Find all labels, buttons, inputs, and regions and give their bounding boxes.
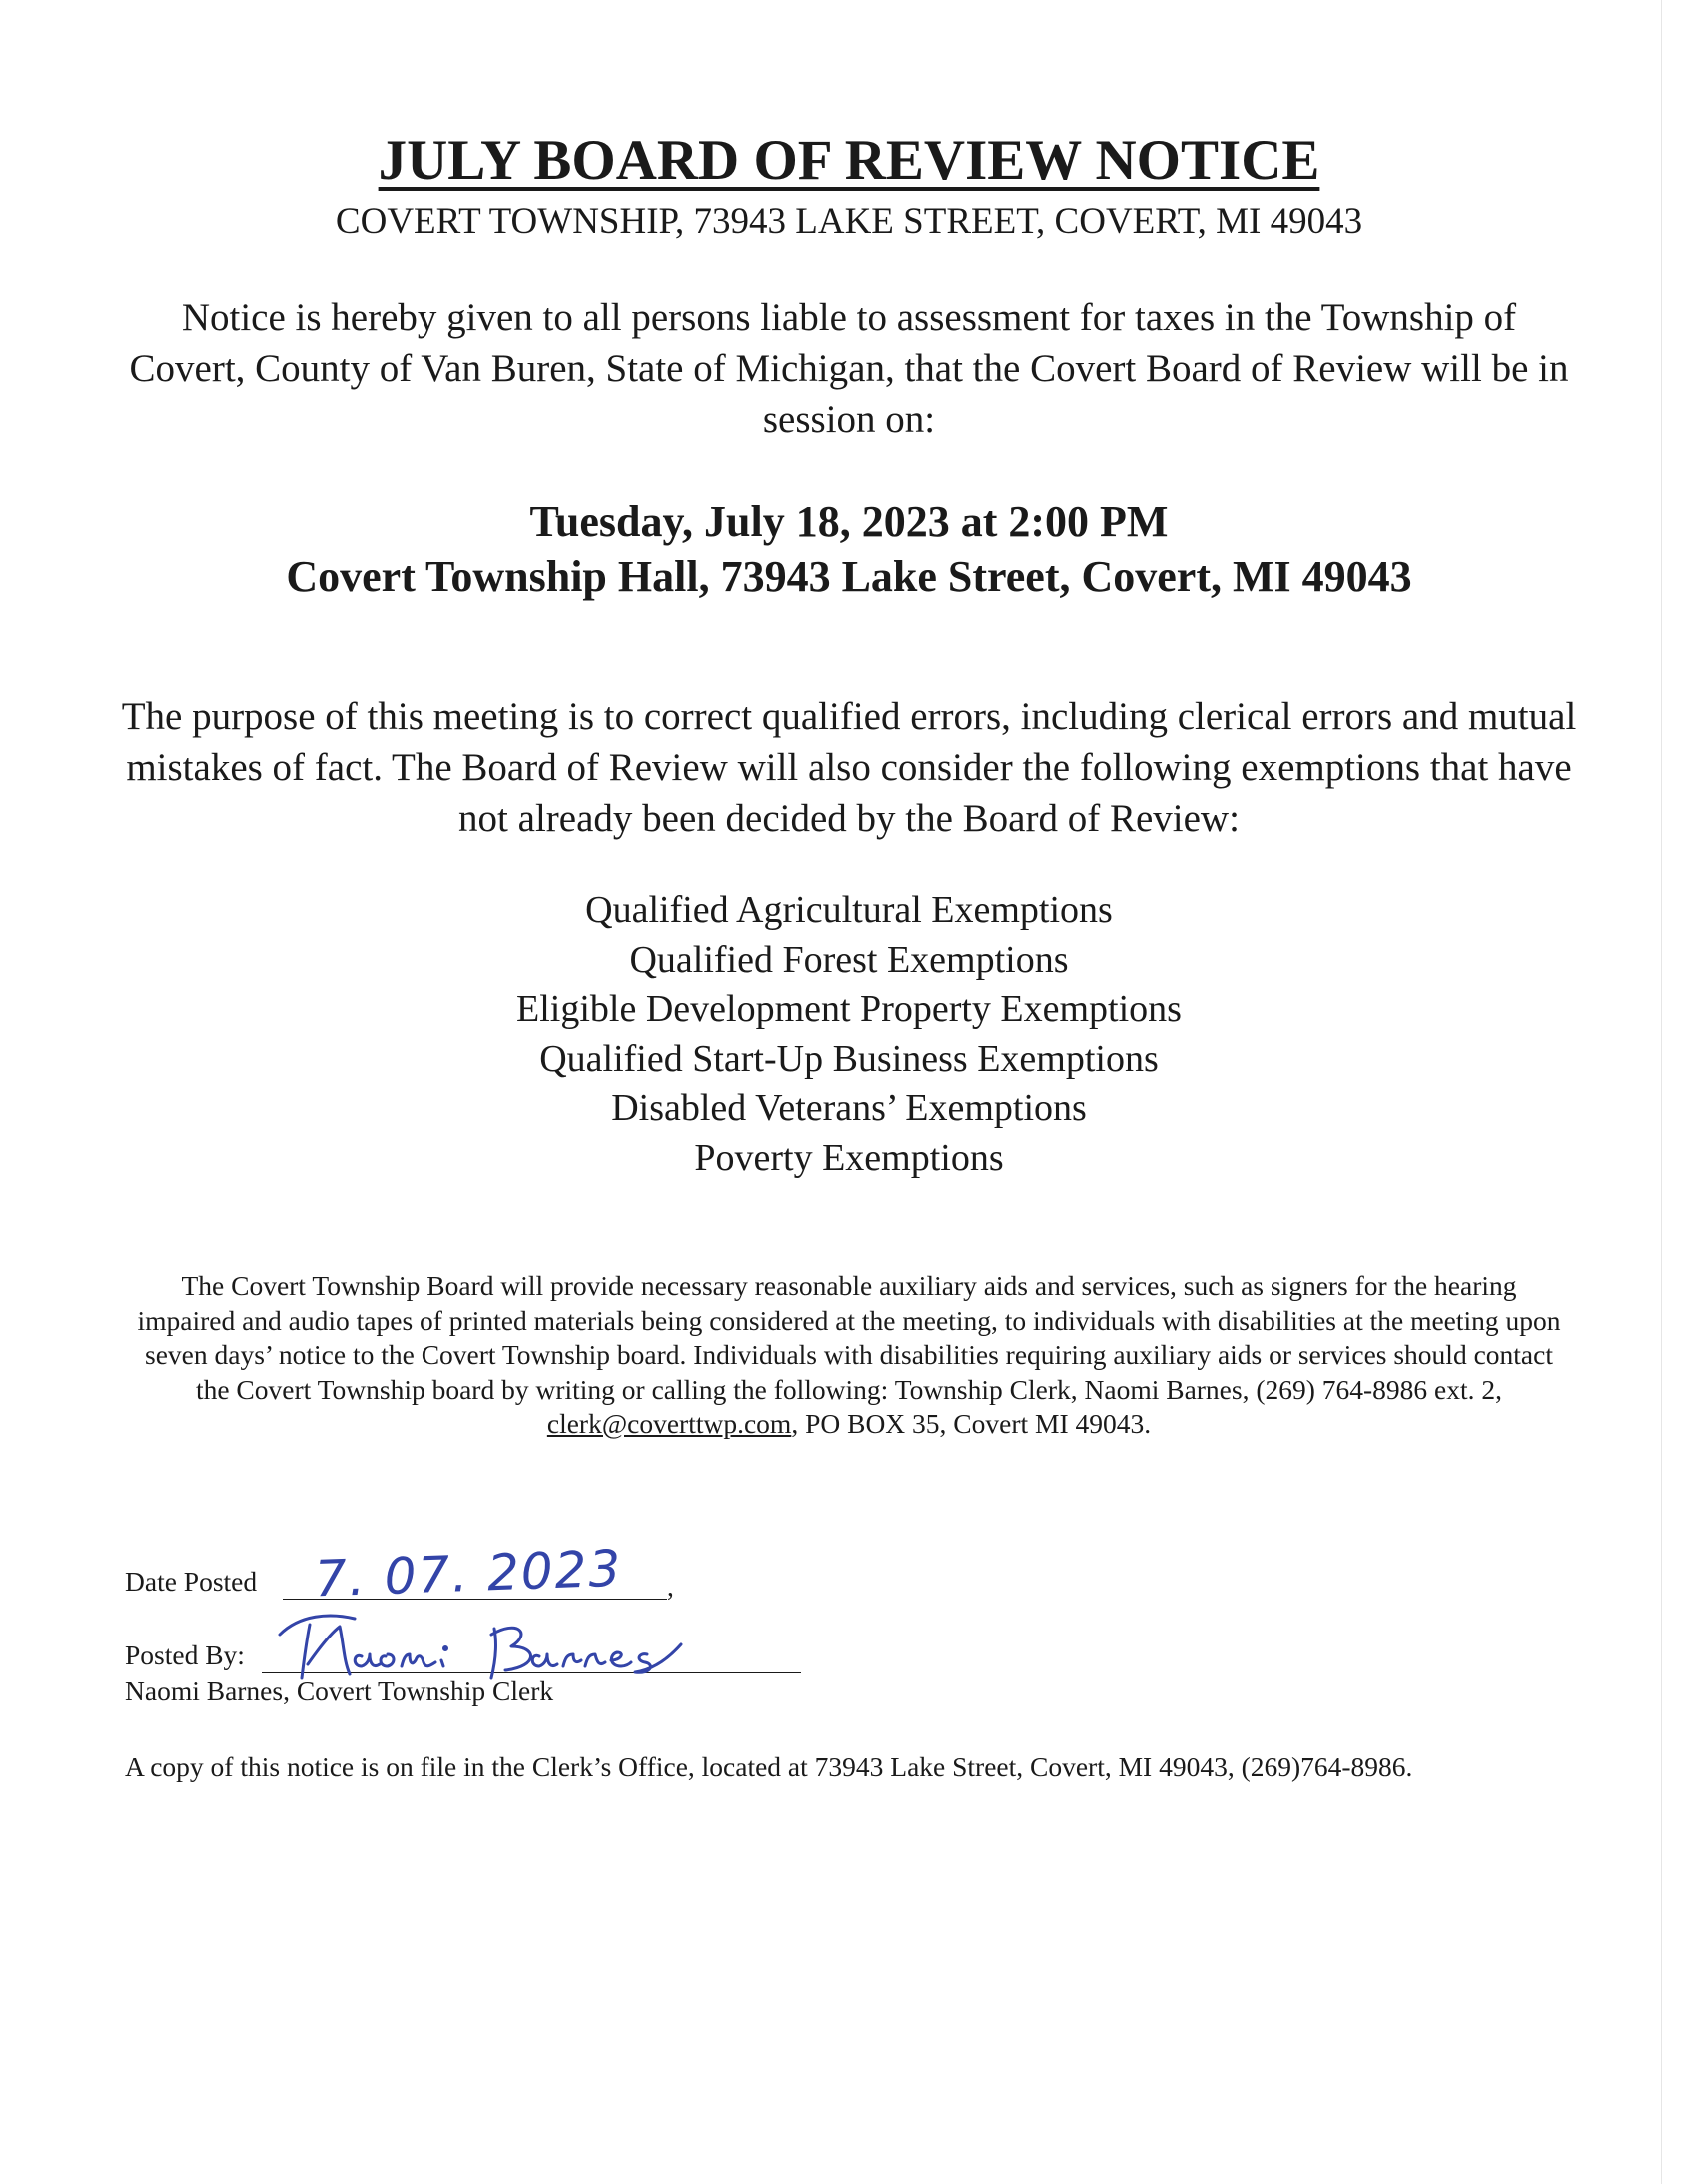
posted-by-label: Posted By:: [125, 1639, 245, 1670]
exemption-item: Qualified Agricultural Exemptions: [585, 889, 1113, 931]
handwritten-signature: [270, 1605, 689, 1684]
exemption-item: Qualified Forest Exemptions: [629, 938, 1069, 981]
copy-on-file-note: A copy of this notice is on file in the Clerk’s Office, located at 73943 Lake Street, Covert, MI 49043, (269)764-8986.: [125, 1751, 1413, 1782]
exemption-item: Eligible Development Property Exemptions: [516, 988, 1182, 1030]
session-place: Covert Township Hall, 73943 Lake Street, Covert, MI 49043: [286, 552, 1412, 601]
township-address: COVERT TOWNSHIP, 73943 LAKE STREET, COVERT, MI 49043: [335, 201, 1363, 242]
intro-paragraph: Notice is hereby given to all persons liable to assessment for taxes in the Township of Covert, County of Van Buren, State of Michigan, that the Covert Board of Review will be in session on:: [129, 296, 1569, 441]
accessibility-paragraph: [130, 1269, 1568, 1442]
handwritten-date: 7. 07. 2023: [314, 1539, 624, 1609]
exemption-item: Poverty Exemptions: [694, 1136, 1004, 1179]
exemptions-list: [0, 886, 1698, 1183]
date-comma: ,: [667, 1571, 674, 1602]
purpose-paragraph: The purpose of this meeting is to correct qualified errors, including clerical errors and mutual mistakes of fact. The Board of Review will also consider the following exemptions that have not already been decided by the Board of Review:: [121, 695, 1577, 840]
accessibility-text: The Covert Township Board will provide necessary reasonable auxiliary aids and services, such as signers for the hearing impaired and audio tapes of printed materials being considered at the meeting, to individuals with disabilities at the meeting upon seven days’ notice to the Covert Township board. Individuals with disabilities requiring auxiliary aids or services should contact the Covert Township board by writing or calling the following: Township Clerk, Naomi Barnes, (269) 764-8986 ext. 2,: [137, 1270, 1561, 1405]
notice-title: [0, 128, 1698, 194]
accessibility-address-text: , PO BOX 35, Covert MI 49043.: [791, 1408, 1152, 1439]
clerk-name: Naomi Barnes, Covert Township Clerk: [125, 1675, 554, 1706]
date-posted-label: Date Posted: [125, 1566, 258, 1597]
session-date: Tuesday, July 18, 2023 at 2:00 PM: [529, 497, 1169, 546]
clerk-email-link[interactable]: clerk@coverttwp.com: [546, 1408, 792, 1439]
exemption-item: Qualified Start-Up Business Exemptions: [539, 1037, 1159, 1080]
notice-title-text: JULY BOARD OF REVIEW NOTICE: [378, 129, 1320, 192]
exemption-item: Disabled Veterans’ Exemptions: [611, 1087, 1087, 1129]
